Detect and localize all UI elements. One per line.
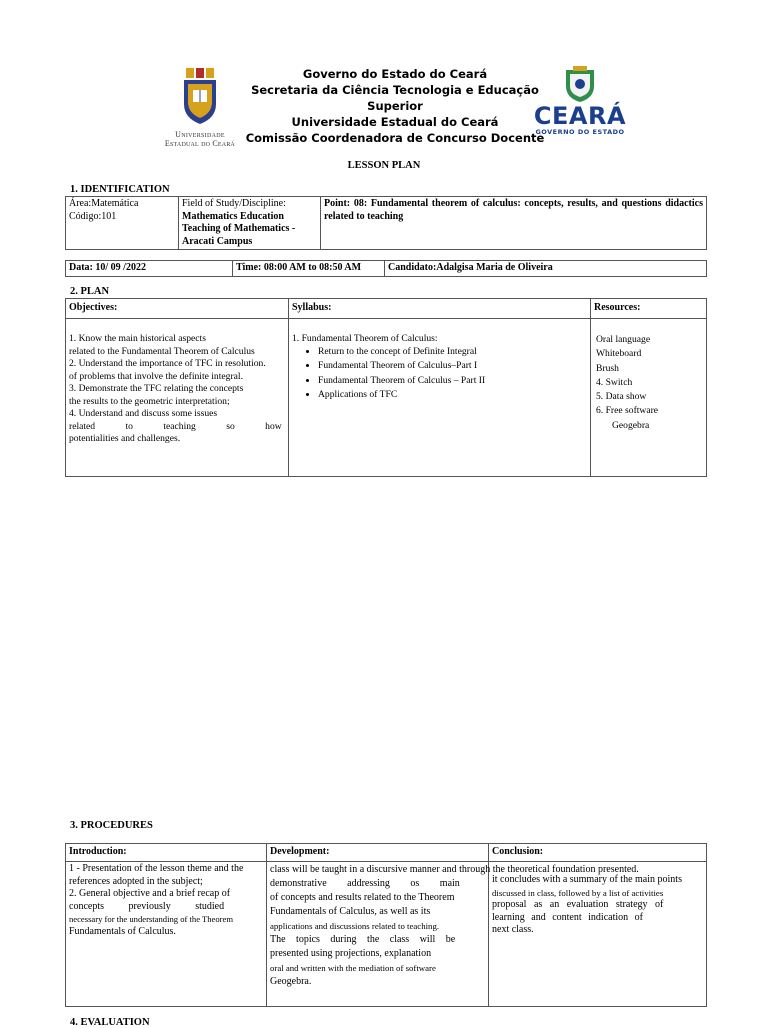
syllabus-intro: 1. Fundamental Theorem of Calculus: (292, 333, 438, 344)
ceara-logo-sub: GOVERNO DO ESTADO (535, 128, 625, 136)
resources-header: Resources: (591, 299, 707, 319)
field-line: Mathematics Education (182, 210, 284, 222)
dev-line: Geogebra. (270, 976, 312, 987)
objective-line: 2. Understand the importance of TFC in resolution. (69, 358, 266, 369)
concl-line: learning and content indication of (492, 911, 643, 923)
intro-line: references adopted in the subject; (69, 875, 203, 887)
plan-heading: 2. PLAN (70, 286, 110, 297)
plan-table (65, 298, 707, 477)
dev-line: presented using projections, explanation (270, 948, 432, 959)
ceara-logo (530, 66, 630, 138)
header-line: Comissão Coordenadora de Concurso Docente (245, 131, 545, 145)
intro-line: 1 - Presentation of the lesson theme and the (69, 863, 244, 874)
resource-item: 4. Switch (596, 376, 633, 388)
intro-line: 2. General objective and a brief recap of (69, 888, 231, 899)
evaluation-heading-fragment: 4. EVALUATION (70, 1017, 150, 1028)
intro-header: Introduction: (66, 844, 267, 862)
objectives-cell (66, 319, 289, 477)
header-text (245, 66, 545, 146)
field-line: Teaching of Mathematics - (182, 223, 296, 234)
resource-item: Brush (596, 362, 619, 374)
concl-line: it concludes with a summary of the main points (492, 874, 682, 885)
syllabus-item: • Fundamental Theorem of Calculus–Part I (318, 360, 587, 373)
ceara-logo-main: CEARÁ (533, 102, 627, 130)
intro-cell (66, 862, 267, 1007)
objective-line: 3. Demonstrate the TFC relating the concepts (69, 383, 244, 394)
intro-line: necessary for the understanding of the Theorem (69, 914, 234, 924)
dev-line: oral and written with the mediation of software (270, 963, 436, 973)
uece-crest-icon (160, 66, 240, 128)
resource-item: Whiteboard (596, 348, 642, 360)
identification-table (65, 196, 707, 250)
header-line: Universidade Estadual do Ceará (291, 115, 499, 129)
schedule-table (65, 260, 707, 277)
syllabus-item: • Fundamental Theorem of Calculus – Part II (318, 375, 587, 388)
intro-line: Fundamentals of Calculus. (69, 925, 176, 937)
procedures-heading: 3. PROCEDURES (70, 820, 153, 831)
dev-line: The topics during the class will be (270, 934, 456, 945)
objective-line: related to the Fundamental Theorem of Calculus (69, 345, 255, 357)
syllabus-header: Syllabus: (289, 299, 591, 319)
objective-line: related to teaching so how (69, 420, 282, 432)
code-text: Código:101 (69, 210, 117, 222)
uece-logo (160, 66, 240, 146)
objective-line: 1. Know the main historical aspects (69, 333, 206, 344)
syllabus-list (292, 346, 587, 402)
dev-line: Fundamentals of Calculus, as well as its (270, 906, 431, 917)
concl-line: next class. (492, 924, 534, 935)
resource-item: Geogebra (612, 419, 650, 431)
intro-line: concepts previously studied (69, 900, 225, 912)
resources-cell (591, 319, 707, 477)
resource-item: 5. Data show (596, 391, 647, 403)
dev-line: applications and discussions related to teaching. (270, 921, 440, 931)
objectives-header: Objectives: (66, 299, 289, 319)
time-cell: Time: 08:00 AM to 08:50 AM (233, 261, 385, 277)
resource-item: Oral language (596, 334, 651, 345)
syllabus-item: • Applications of TFC (318, 389, 587, 402)
procedures-table (65, 843, 707, 1007)
syllabus-cell (289, 319, 591, 477)
resource-item: 6. Free software (596, 405, 659, 417)
page-title: LESSON PLAN (347, 160, 421, 171)
ceara-shield-icon (530, 66, 630, 104)
concl-line: proposal as an evaluation strategy of (492, 899, 664, 910)
objective-line: the results to the geometric interpretation; (69, 395, 230, 407)
concl-cell (489, 862, 707, 1007)
dev-line: demonstrative addressing os main (270, 878, 460, 889)
identification-heading: 1. IDENTIFICATION (70, 184, 170, 195)
syllabus-item: • Return to the concept of Definite Integral (318, 346, 587, 359)
objective-line: 4. Understand and discuss some issues (69, 408, 218, 419)
header-line: Governo do Estado do Ceará (302, 67, 488, 81)
field-cell (179, 197, 321, 250)
field-label: Field of Study/Discipline: (182, 198, 286, 209)
candidate-cell: Candidato:Adalgisa Maria de Oliveira (385, 261, 707, 277)
objective-line: potentialities and challenges. (69, 433, 181, 444)
uece-logo-line1: Universidade (175, 130, 225, 139)
dev-header: Development: (267, 844, 489, 862)
area-text: Área:Matemática (69, 198, 139, 209)
uece-logo-line2: Estadual do Ceará (164, 139, 236, 148)
point-text: Point: 08: Fundamental theorem of calculus: concepts, results, and questions didactics related to teaching (324, 198, 703, 222)
objective-line: of problems that involve the definite integral. (69, 370, 243, 382)
date-cell: Data: 10/ 09 /2022 (66, 261, 233, 277)
point-cell (321, 197, 707, 250)
area-code-cell (66, 197, 179, 250)
concl-line: discussed in class, followed by a list of activities (492, 887, 664, 898)
header-line: Secretaria da Ciência Tecnologia e Educação Superior (251, 83, 539, 113)
dev-line: of concepts and results related to the Theorem (270, 892, 455, 903)
dev-line: class will be taught in a discursive manner and through the theoretical foundation presented. (270, 864, 639, 875)
field-line: Aracati Campus (182, 235, 253, 247)
concl-header: Conclusion: (489, 844, 707, 862)
